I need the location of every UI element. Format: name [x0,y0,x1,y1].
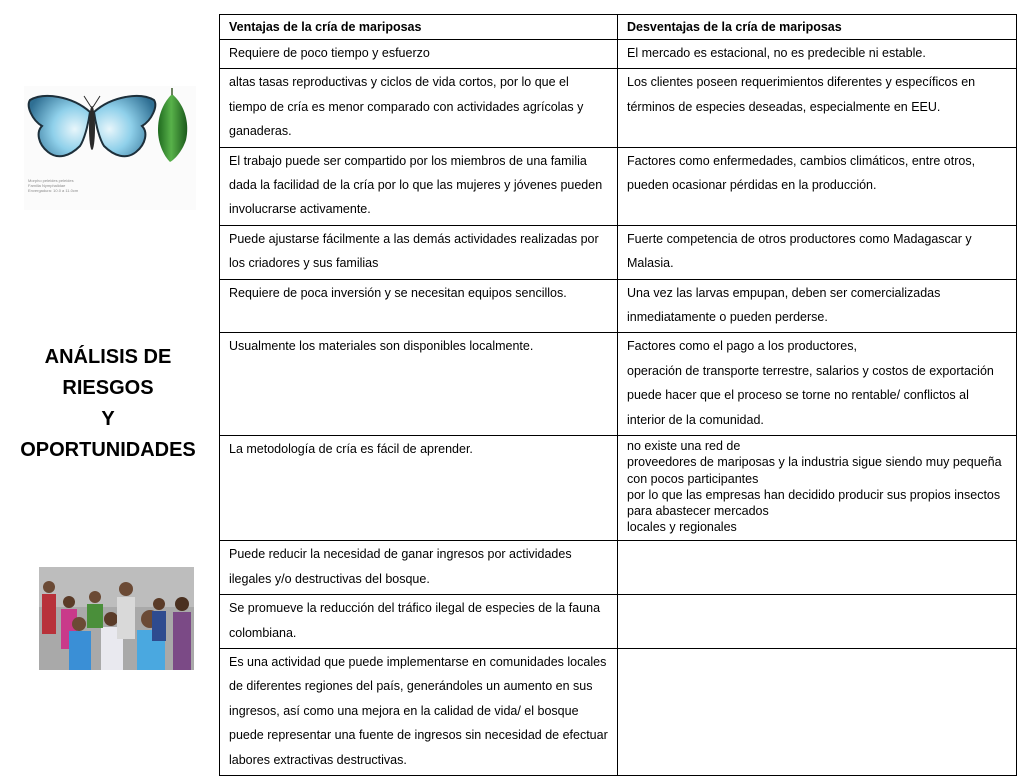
people-group-icon [39,567,194,670]
table-row [220,648,1017,775]
table-row [220,40,1017,69]
table-row [220,69,1017,147]
disadvantage-cell: Factores como enfermedades, cambios climáticos, entre otros, pueden ocasionar pérdidas en la producción. [618,147,1017,225]
disadvantage-cell [618,541,1017,595]
disadvantage-line: locales y regionales [627,520,737,535]
table-row [220,436,1017,541]
table-row [220,147,1017,225]
advantage-cell: Puede ajustarse fácilmente a las demás actividades realizadas por los criadores y sus familias [220,225,618,279]
advantage-cell: Usualmente los materiales son disponibles localmente. [220,333,618,436]
table-row [220,225,1017,279]
table-row [220,333,1017,436]
advantage-cell: El trabajo puede ser compartido por los miembros de una familia dada la facilidad de la cría por lo que las mujeres y jóvenes pueden involucrarse activamente. [220,147,618,225]
header-advantages: Ventajas de la cría de mariposas [220,15,618,40]
disadvantage-cell: Los clientes poseen requerimientos diferentes y específicos en términos de especies deseadas, especialmente en EEU. [618,69,1017,147]
table-row [220,279,1017,333]
table-row [220,595,1017,649]
advantage-cell: Se promueve la reducción del tráfico ilegal de especies de la fauna colombiana. [220,595,618,649]
advantage-cell: La metodología de cría es fácil de aprender. [220,436,618,541]
disadvantage-line: no existe una red de [627,439,741,454]
disadvantage-line: proveedores de mariposas y la industria sigue siendo muy pequeña con pocos participantes [627,455,1002,486]
butterfly-image [24,86,196,210]
disadvantage-line: por lo que las empresas han decidido producir sus propios insectos para abastecer mercados [627,487,1001,518]
disadvantage-cell [618,436,1017,541]
disadvantage-cell [618,648,1017,775]
disadvantage-cell: Fuerte competencia de otros productores como Madagascar y Malasia. [618,225,1017,279]
advantage-cell: Puede reducir la necesidad de ganar ingresos por actividades ilegales y/o destructivas del bosque. [220,541,618,595]
community-photo [39,567,194,670]
disadvantage-cell: Factores como el pago a los productores, operación de transporte terrestre, salarios y costos de exportación puede hacer que el proceso se torne no rentable/ conflictos al interior de la comunidad. [618,333,1017,436]
page-title: ANÁLISIS DE RIESGOS Y OPORTUNIDADES [20,346,196,461]
table-header-row [220,15,1017,40]
butterfly-caption: Morpho peleides peleides Familia Nymphalidae Envergadura: 10.0 a 11.0cm [28,178,79,193]
table-row [220,541,1017,595]
header-disadvantages: Desventajas de la cría de mariposas [618,15,1017,40]
advantage-cell: altas tasas reproductivas y ciclos de vida cortos, por lo que el tiempo de cría es menor comparado con actividades agrícolas y ganaderas. [220,69,618,147]
advantage-cell: Requiere de poca inversión y se necesitan equipos sencillos. [220,279,618,333]
disadvantage-cell: El mercado es estacional, no es predecible ni estable. [618,40,1017,69]
disadvantage-cell [618,595,1017,649]
risks-opportunities-table [219,14,1017,776]
disadvantage-cell: Una vez las larvas empupan, deben ser comercializadas inmediatamente o pueden perderse. [618,279,1017,333]
advantage-cell: Requiere de poco tiempo y esfuerzo [220,40,618,69]
advantage-cell: Es una actividad que puede implementarse en comunidades locales de diferentes regiones del país, generándoles un aumento en sus ingresos, así como una mejora en la calidad de vida/ el bosque puede representar una fuente de ingresos sin necesidad de efectuar labores extractivas destructivas. [220,648,618,775]
